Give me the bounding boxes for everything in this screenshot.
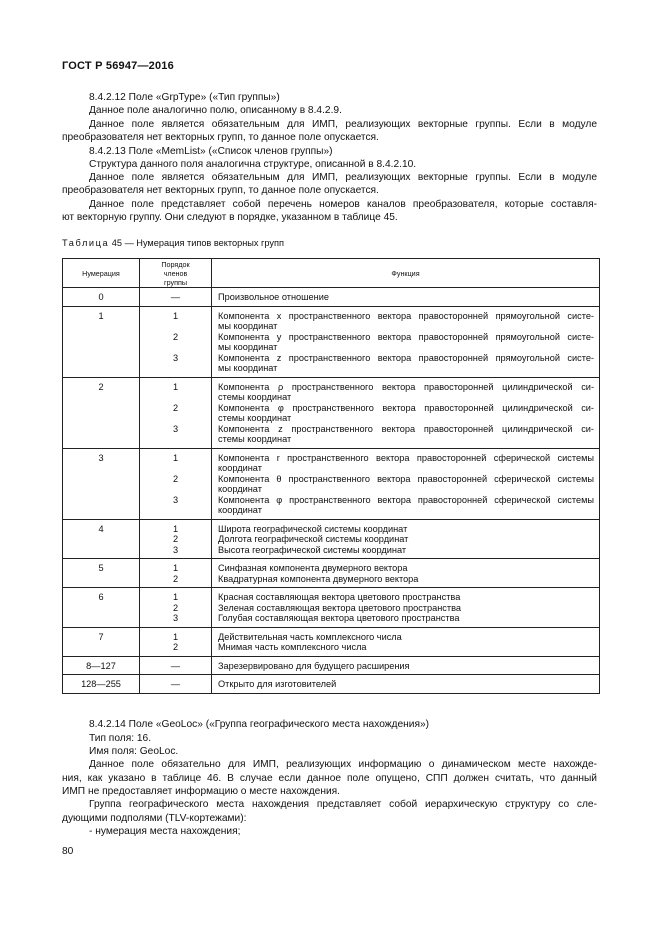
member-order-value: 2 [172, 602, 179, 613]
spacer [140, 392, 211, 403]
member-order-value: 1 [172, 381, 179, 392]
member-order-value: 3 [172, 544, 179, 555]
paragraph-line: Данное поле является обязательным для ИМП, реализующих векторные группы. Если в модуле [89, 172, 597, 183]
member-order-value: 1 [172, 563, 179, 573]
paragraph-line: дующими подполями (TLV-кортежами): [62, 813, 247, 824]
spacer [140, 321, 211, 332]
paragraph-line: преобразователя нет векторных групп, то данное поле опускается. [62, 185, 379, 196]
member-order-value: 1 [172, 452, 179, 463]
member-order-value: 3 [172, 613, 179, 623]
cell-numbering: 2 [63, 377, 140, 448]
function-text-line: координат [218, 463, 262, 473]
paragraph-line: ИМП не предоставляет информацию о месте нахождения. [62, 786, 341, 797]
function-text-line: Квадратурная компонента двумерного вектора [218, 573, 419, 584]
cell-numbering: 1 [63, 306, 140, 377]
member-order-value: 2 [172, 534, 179, 544]
table-row [63, 588, 600, 628]
paragraph-line: Имя поля: GeoLoc. [89, 746, 179, 757]
cell-member-order [140, 627, 212, 656]
page-number: 80 [62, 846, 74, 857]
paragraph-line: Тип поля: 16. [89, 733, 152, 744]
cell-numbering: 0 [63, 288, 140, 307]
function-text-line: мы координат [218, 321, 278, 331]
cell-function [212, 656, 600, 675]
member-order-value: 2 [172, 573, 179, 584]
cell-numbering: 8—127 [63, 656, 140, 675]
member-order-value: 2 [172, 402, 179, 413]
cell-function [212, 559, 600, 588]
header-numbering: Нумерация [63, 259, 140, 288]
member-order-value: 1 [172, 631, 179, 642]
list-item: - нумерация места нахождения; [89, 826, 241, 837]
document-header: ГОСТ Р 56947—2016 [62, 60, 174, 72]
function-text-line: Компонента x пространственного вектора правосторонней прямоугольной систе- [218, 310, 594, 321]
function-text-line: стемы координат [218, 434, 292, 444]
cell-member-order [140, 656, 212, 675]
cell-function [212, 627, 600, 656]
member-order-value: 1 [172, 592, 179, 602]
cell-member-order [140, 448, 212, 519]
member-order-value: — [170, 292, 181, 302]
function-text-line: координат [218, 484, 262, 494]
function-text-line: Долгота географической системы координат [218, 534, 409, 544]
cell-member-order [140, 559, 212, 588]
cell-function [212, 377, 600, 448]
function-text-line: стемы координат [218, 392, 292, 402]
member-order-value: 2 [172, 642, 179, 652]
cell-member-order [140, 288, 212, 307]
cell-numbering: 4 [63, 519, 140, 559]
member-order-value: 3 [172, 494, 179, 505]
cell-member-order [140, 675, 212, 694]
paragraph-line: Данное поле аналогично полю, описанному в 8.4.2.9. [89, 105, 342, 116]
cell-numbering: 128—255 [63, 675, 140, 694]
paragraph-line: ют векторную группу. Они следуют в порядке, указанном в таблице 45. [62, 212, 398, 223]
member-order-value: — [170, 679, 181, 689]
function-text-line: Компонента θ пространственного вектора правосторонней сферической системы [218, 473, 594, 484]
table-row [63, 559, 600, 588]
function-text-line: Компонента ρ пространственного вектора правосторонней цилиндрической си- [218, 381, 594, 392]
function-text-line: Действительная часть комплексного числа [218, 631, 402, 642]
cell-member-order [140, 519, 212, 559]
table-row [63, 288, 600, 307]
member-order-value: 1 [172, 310, 179, 321]
spacer [140, 434, 211, 445]
paragraph-line: Данное поле обязательно для ИМП, реализующих информацию о динамическом месте нахожде- [89, 759, 597, 770]
section-heading-8-4-2-13: 8.4.2.13 Поле «MemList» («Список членов группы») [89, 146, 333, 157]
function-text-line: Зарезервировано для будущего расширения [218, 660, 410, 671]
section-heading-8-4-2-14: 8.4.2.14 Поле «GeoLoc» («Группа географического места нахождения») [89, 719, 430, 730]
header-member-order: Порядок членов группы [140, 259, 212, 288]
function-text-line: Открыто для изготовителей [218, 679, 337, 689]
cell-function [212, 306, 600, 377]
function-text-line: Широта географической системы координат [218, 523, 408, 534]
table-row [63, 377, 600, 448]
cell-function [212, 675, 600, 694]
cell-numbering: 6 [63, 588, 140, 628]
function-text-line: Красная составляющая вектора цветового пространства [218, 592, 461, 602]
header-function: Функция [212, 259, 600, 288]
table-row [63, 448, 600, 519]
paragraph-line: Группа географического места нахождения представляет собой иерархическую структуру со сле- [89, 799, 597, 810]
member-order-value: 2 [172, 473, 179, 484]
spacer [140, 505, 211, 516]
table-row [63, 519, 600, 559]
table-header-row [63, 259, 600, 288]
function-text-line: Мнимая часть комплексного числа [218, 642, 367, 652]
table-row [63, 656, 600, 675]
member-order-value: 3 [172, 352, 179, 363]
section-heading-8-4-2-12: 8.4.2.12 Поле «GrpType» («Тип группы») [89, 92, 280, 103]
member-order-value: 1 [172, 523, 179, 534]
function-text-line: Синфазная компонента двумерного вектора [218, 563, 408, 573]
function-text-line: Компонента z пространственного вектора правосторонней цилиндрической си- [218, 423, 594, 434]
function-text-line: Компонента y пространственного вектора правосторонней прямоугольной систе- [218, 331, 594, 342]
table-row [63, 306, 600, 377]
cell-member-order [140, 306, 212, 377]
spacer [140, 363, 211, 374]
paragraph-line: преобразователя нет векторных групп, то данное поле опускается. [62, 132, 379, 143]
table-caption-prefix: Таблица [62, 238, 110, 248]
paragraph-line: Структура данного поля аналогична структуре, описанной в 8.4.2.10. [89, 159, 417, 170]
cell-function [212, 519, 600, 559]
table-caption [62, 238, 284, 248]
cell-function [212, 288, 600, 307]
spacer [140, 342, 211, 353]
function-text-line: Компонента z пространственного вектора правосторонней прямоугольной систе- [218, 352, 594, 363]
cell-function [212, 448, 600, 519]
function-text-line: координат [218, 505, 262, 515]
spacer [140, 463, 211, 474]
paragraph-line: ния, как указано в таблице 46. В случае если данное поле опущено, СПП должен считать, что данный [62, 773, 597, 784]
function-text-line: Компонента φ пространственного вектора правосторонней цилиндрической си- [218, 402, 594, 413]
cell-member-order [140, 377, 212, 448]
function-text-line: стемы координат [218, 413, 292, 423]
cell-member-order [140, 588, 212, 628]
function-text-line: Компонента r пространственного вектора правосторонней сферической системы [218, 452, 594, 463]
cell-numbering: 5 [63, 559, 140, 588]
member-order-value: — [170, 660, 181, 671]
function-text-line: Компонента φ пространственного вектора правосторонней сферической системы [218, 494, 594, 505]
spacer [140, 484, 211, 495]
cell-numbering: 3 [63, 448, 140, 519]
table-caption-text: 45 — Нумерация типов векторных групп [111, 238, 284, 248]
function-text-line: мы координат [218, 342, 278, 352]
function-text-line: Высота географической системы координат [218, 544, 407, 555]
vector-group-table [62, 258, 600, 694]
paragraph-line: Данное поле представляет собой перечень номеров каналов преобразователя, которые составля- [89, 199, 597, 210]
function-text-line: Голубая составляющая вектора цветового пространства [218, 613, 460, 623]
table-row [63, 675, 600, 694]
cell-function [212, 588, 600, 628]
function-text-line: мы координат [218, 363, 278, 373]
table-row [63, 627, 600, 656]
cell-numbering: 7 [63, 627, 140, 656]
paragraph-line: Данное поле является обязательным для ИМП, реализующих векторные группы. Если в модуле [89, 119, 597, 130]
function-text-line: Зеленая составляющая вектора цветового пространства [218, 602, 461, 613]
member-order-value: 2 [172, 331, 179, 342]
member-order-value: 3 [172, 423, 179, 434]
function-text-line: Произвольное отношение [218, 292, 329, 302]
spacer [140, 413, 211, 424]
